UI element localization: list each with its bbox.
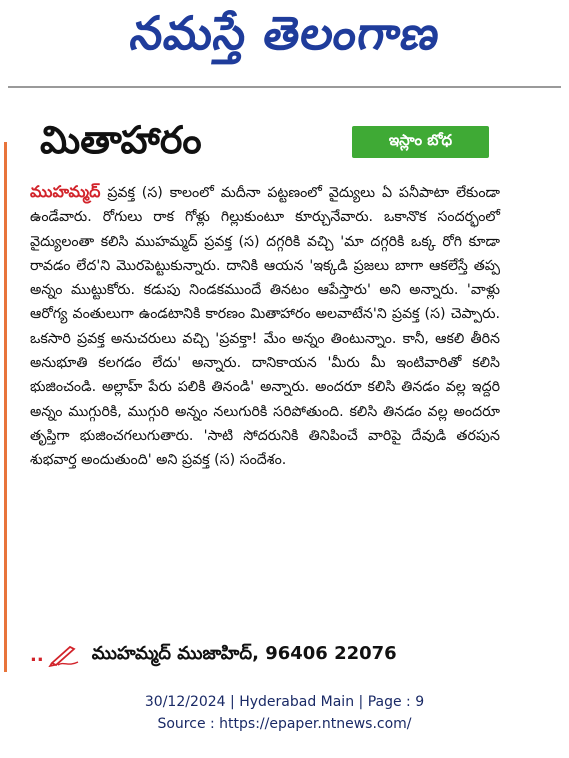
footer-edition-info: 30/12/2024 | Hyderabad Main | Page : 9 [144,694,425,710]
byline [30,640,397,670]
masthead [0,0,569,78]
article-heading: మితాహారం [40,118,202,162]
article-body-text: ప్రవక్త (స) కాలంలో మదీనా పట్టణంలో వైద్యులు ఏ పనీపాటా లేకుండా ఉండేవారు. రోగులు రాక గోళ్లు గిల్లుకుంటూ కూర్చునేవారు. ఒకానొక సందర్భంలో వైద్యులంతా కలిసి ముహమ్మద్ ప్రవక్త (స) దగ్గరికి వచ్చి 'మా దగ్గరికి ఒక్క రోగి కూడా రావడం లేద'ని మొరపెట్టుకున్నారు. దానికి ఆయన 'ఇక్కడి ప్రజలు బాగా ఆకలేస్తే తప్ప అన్నం ముట్టుకోరు. కడుపు నిండకముందే తినటం ఆపేస్తారు' అని అన్నారు. 'వాళ్లు ఆరోగ్య వంతులుగా ఉండటానికి కారణం మితాహారం అలవాటేన'ని ప్రవక్త (స) చెప్పారు. ఒకసారి ప్రవక్త అనుచరులు వచ్చి 'ప్రవక్తా! మేం అన్నం తింటున్నాం. కానీ, ఆకలి తీరిన అనుభూతి కలగడం లేదు' అన్నారు. దానికాయన 'మీరు మీ ఇంటివారితో కలిసి భుజించండి. అల్లాహ్ పేరు పలికి తినండి' అన్నారు. అందరూ కలిసి తినడం వల్ల ఇద్దరి అన్నం ముగ్గురికి, ముగ్గురి అన్నం నలుగురికి సరిపోతుంది. కలిసి తినడం వల్ల అందరూ తృప్తిగా భుజించగలుగుతారు. 'సాటి సోదరునికి తినిపించే వారిపై దేవుడి తరపున శుభవార్త అందుతుంది' అని ప్రవక్త (స) సందేశం. [30,185,500,469]
author-name: ముహమ్మద్ ముజాహిద్, 96406 22076 [91,642,397,664]
masthead-title: నమస్తే తెలంగాణ [126,6,444,60]
masthead-divider [8,86,561,88]
footer-source: Source : https://epaper.ntnews.com/ [157,716,412,732]
byline-dots: .. [30,644,44,666]
article-side-bar [4,142,7,672]
article-body [30,180,500,473]
pen-icon [48,643,82,667]
category-badge: ఇస్లాం బోధ [352,126,489,158]
article-lead-word: ముహమ్మద్ [30,182,101,201]
